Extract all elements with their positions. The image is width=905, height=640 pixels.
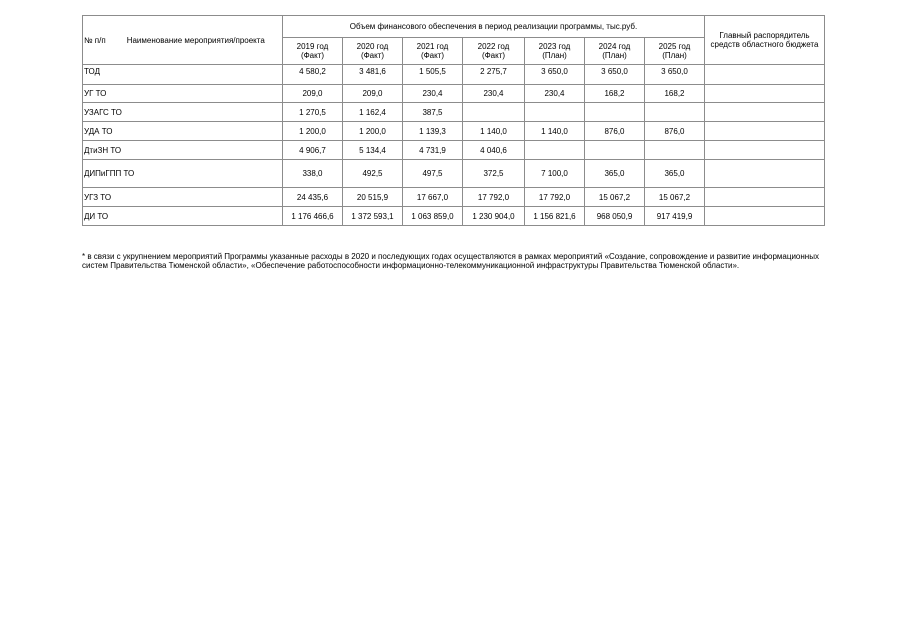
row-value: 3 481,6 bbox=[343, 65, 403, 85]
row-name: ДИПиГПП ТО bbox=[83, 160, 283, 188]
row-value: 230,4 bbox=[463, 85, 525, 103]
year-label: 2021 год bbox=[416, 42, 449, 51]
row-value: 15 067,2 bbox=[645, 188, 705, 207]
year-label: 2023 год bbox=[538, 42, 571, 51]
row-value bbox=[463, 103, 525, 122]
row-value: 372,5 bbox=[463, 160, 525, 188]
row-value: 17 667,0 bbox=[403, 188, 463, 207]
row-distributor bbox=[705, 160, 825, 188]
row-value bbox=[525, 103, 585, 122]
row-distributor bbox=[705, 188, 825, 207]
row-value: 968 050,9 bbox=[585, 207, 645, 226]
row-name: УЗАГС ТО bbox=[83, 103, 283, 122]
row-value: 230,4 bbox=[403, 85, 463, 103]
row-value: 1 162,4 bbox=[343, 103, 403, 122]
table-row bbox=[83, 103, 825, 122]
row-value: 3 650,0 bbox=[585, 65, 645, 85]
row-value bbox=[525, 141, 585, 160]
table-row bbox=[83, 207, 825, 226]
row-value: 209,0 bbox=[343, 85, 403, 103]
row-value: 20 515,9 bbox=[343, 188, 403, 207]
header-name: Наименование мероприятия/проекта bbox=[110, 16, 283, 65]
row-value: 1 230 904,0 bbox=[463, 207, 525, 226]
row-distributor bbox=[705, 85, 825, 103]
year-kind: (Факт) bbox=[300, 51, 325, 60]
row-distributor bbox=[705, 103, 825, 122]
row-value: 7 100,0 bbox=[525, 160, 585, 188]
header-year bbox=[645, 38, 705, 65]
row-distributor bbox=[705, 207, 825, 226]
table-row bbox=[83, 188, 825, 207]
row-value: 1 139,3 bbox=[403, 122, 463, 141]
footnote: * в связи с укрупнением мероприятий Программы указанные расходы в 2020 и последующих годах осуществляются в рамках мероприятий «Создание, сопровождение и развитие информационных систем Правительства Тюменской области», «Обеспечение работоспособности информационно-телекоммуникационной инфраструктуры Правительства Тюменской области». bbox=[82, 252, 819, 270]
table-row bbox=[83, 141, 825, 160]
row-value: 15 067,2 bbox=[585, 188, 645, 207]
year-label: 2019 год bbox=[296, 42, 329, 51]
year-kind: (Факт) bbox=[360, 51, 385, 60]
row-value: 168,2 bbox=[585, 85, 645, 103]
year-kind: (План) bbox=[602, 51, 627, 60]
header-year bbox=[403, 38, 463, 65]
row-value bbox=[645, 103, 705, 122]
row-value: 497,5 bbox=[403, 160, 463, 188]
row-value: 3 650,0 bbox=[645, 65, 705, 85]
row-value: 1 156 821,6 bbox=[525, 207, 585, 226]
row-value: 4 906,7 bbox=[283, 141, 343, 160]
year-kind: (План) bbox=[542, 51, 567, 60]
table-row bbox=[83, 65, 825, 85]
row-distributor bbox=[705, 65, 825, 85]
row-value: 492,5 bbox=[343, 160, 403, 188]
year-kind: (План) bbox=[662, 51, 687, 60]
header-year bbox=[343, 38, 403, 65]
header-distributor: Главный распорядитель средств областного бюджета bbox=[705, 16, 825, 65]
row-value: 1 063 859,0 bbox=[403, 207, 463, 226]
row-value: 1 176 466,6 bbox=[283, 207, 343, 226]
row-value: 168,2 bbox=[645, 85, 705, 103]
row-value: 338,0 bbox=[283, 160, 343, 188]
row-value: 17 792,0 bbox=[463, 188, 525, 207]
table-row bbox=[83, 122, 825, 141]
year-label: 2022 год bbox=[477, 42, 510, 51]
table-row bbox=[83, 160, 825, 188]
row-value: 1 372 593,1 bbox=[343, 207, 403, 226]
row-name: ДтиЗН ТО bbox=[83, 141, 283, 160]
row-value: 209,0 bbox=[283, 85, 343, 103]
row-value: 917 419,9 bbox=[645, 207, 705, 226]
row-value: 4 580,2 bbox=[283, 65, 343, 85]
row-value: 387,5 bbox=[403, 103, 463, 122]
row-value: 4 040,6 bbox=[463, 141, 525, 160]
row-value bbox=[585, 141, 645, 160]
row-value: 876,0 bbox=[585, 122, 645, 141]
year-kind: (Факт) bbox=[420, 51, 445, 60]
header-num: № п/п bbox=[83, 16, 110, 65]
row-value: 17 792,0 bbox=[525, 188, 585, 207]
row-value: 1 200,0 bbox=[283, 122, 343, 141]
row-name: ТОД bbox=[83, 65, 283, 85]
funding-table bbox=[82, 15, 825, 226]
row-name: УГ ТО bbox=[83, 85, 283, 103]
year-label: 2020 год bbox=[356, 42, 389, 51]
row-value: 2 275,7 bbox=[463, 65, 525, 85]
row-value: 24 435,6 bbox=[283, 188, 343, 207]
header-year bbox=[525, 38, 585, 65]
row-name: ДИ ТО bbox=[83, 207, 283, 226]
row-name: УДА ТО bbox=[83, 122, 283, 141]
row-distributor bbox=[705, 122, 825, 141]
row-value: 1 140,0 bbox=[463, 122, 525, 141]
row-value: 230,4 bbox=[525, 85, 585, 103]
row-value bbox=[645, 141, 705, 160]
row-value: 1 200,0 bbox=[343, 122, 403, 141]
row-value: 365,0 bbox=[585, 160, 645, 188]
row-value: 1 140,0 bbox=[525, 122, 585, 141]
row-value: 1 270,5 bbox=[283, 103, 343, 122]
row-value: 876,0 bbox=[645, 122, 705, 141]
row-value: 5 134,4 bbox=[343, 141, 403, 160]
row-value bbox=[585, 103, 645, 122]
header-year bbox=[283, 38, 343, 65]
row-value: 1 505,5 bbox=[403, 65, 463, 85]
row-value: 4 731,9 bbox=[403, 141, 463, 160]
row-value: 3 650,0 bbox=[525, 65, 585, 85]
header-funding: Объем финансового обеспечения в период реализации программы, тыс.руб. bbox=[283, 16, 705, 38]
row-value: 365,0 bbox=[645, 160, 705, 188]
table-row bbox=[83, 85, 825, 103]
row-distributor bbox=[705, 141, 825, 160]
year-label: 2024 год bbox=[598, 42, 631, 51]
row-name: УГЗ ТО bbox=[83, 188, 283, 207]
year-kind: (Факт) bbox=[481, 51, 506, 60]
header-year bbox=[463, 38, 525, 65]
header-year bbox=[585, 38, 645, 65]
year-label: 2025 год bbox=[658, 42, 691, 51]
